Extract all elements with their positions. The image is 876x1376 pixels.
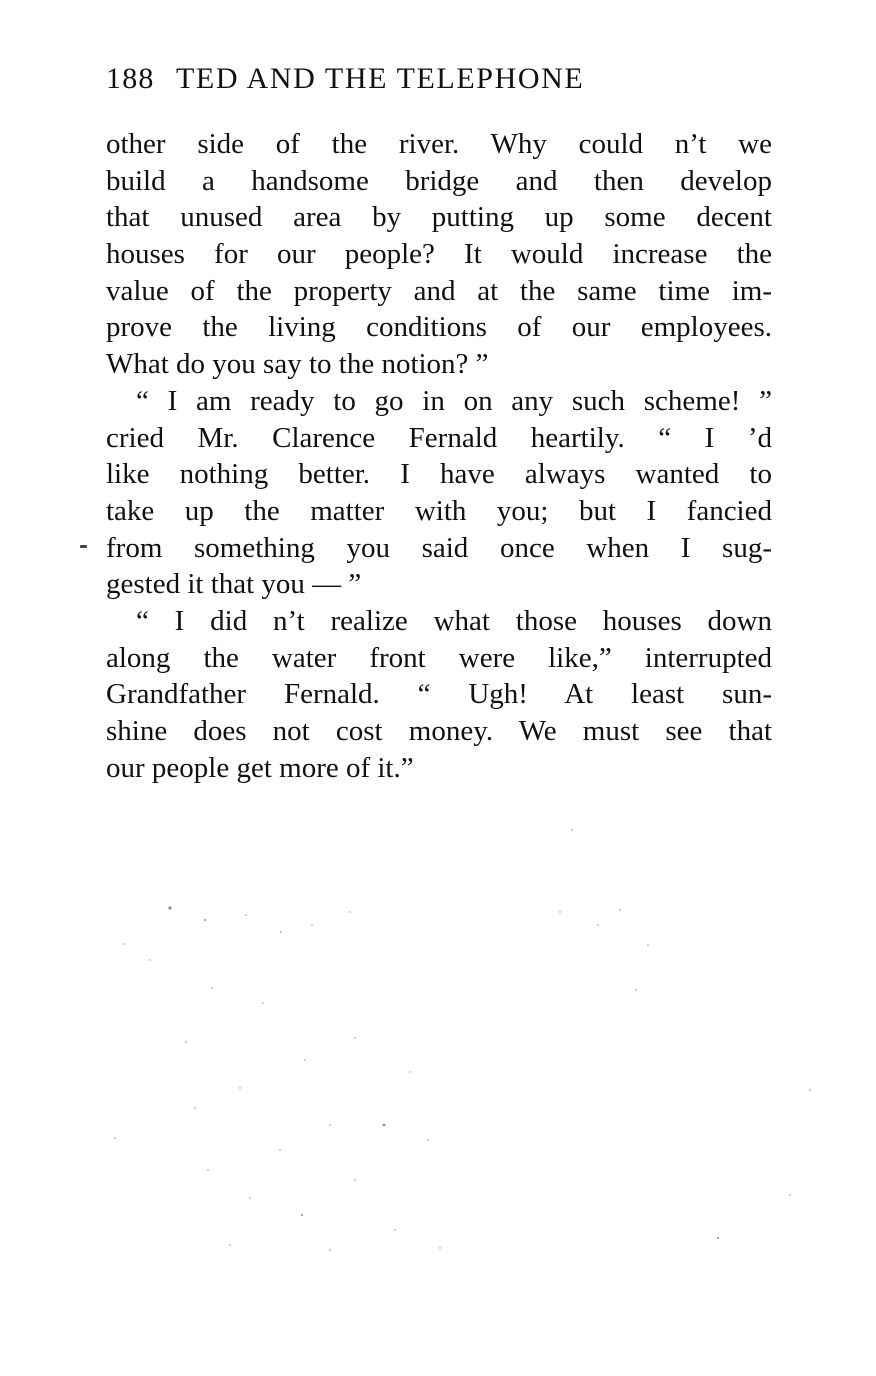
text-line: take up the matter with you; but I fancied [106,494,772,527]
text-line: build a handsome bridge and then develop [106,164,772,197]
text-line: What do you say to the notion? ” [106,348,489,381]
text-line: that unused area by putting up some decent [106,201,772,234]
text-line: Grandfather Fernald. “ Ugh! At least sun- [106,678,772,711]
body-text [106,126,772,786]
text-line: our people get more of it.” [106,751,414,784]
text-line: “ I am ready to go in on any such scheme! ” [136,384,772,417]
text-line: along the water front were like,” interrupted [106,641,772,674]
text-line: value of the property and at the same time im- [106,274,772,307]
page-number: 188 [106,62,155,95]
text-line: like nothing better. I have always wanted to [106,458,772,491]
text-line: gested it that you — ” [106,568,362,601]
text-line: “ I did n’t realize what those houses down [136,604,772,637]
text-line: cried Mr. Clarence Fernald heartily. “ I ’d [106,421,772,454]
running-title: TED AND THE TELEPHONE [176,62,585,95]
text-line: houses for our people? It would increase the [106,238,772,271]
text-line: prove the living conditions of our employees. [106,311,772,344]
margin-mark [80,545,87,548]
text-line: shine does not cost money. We must see that [106,715,772,747]
text-line: other side of the river. Why could n’t we [106,128,772,160]
running-head [106,62,772,102]
text-line: from something you said once when I sug- [106,531,772,564]
